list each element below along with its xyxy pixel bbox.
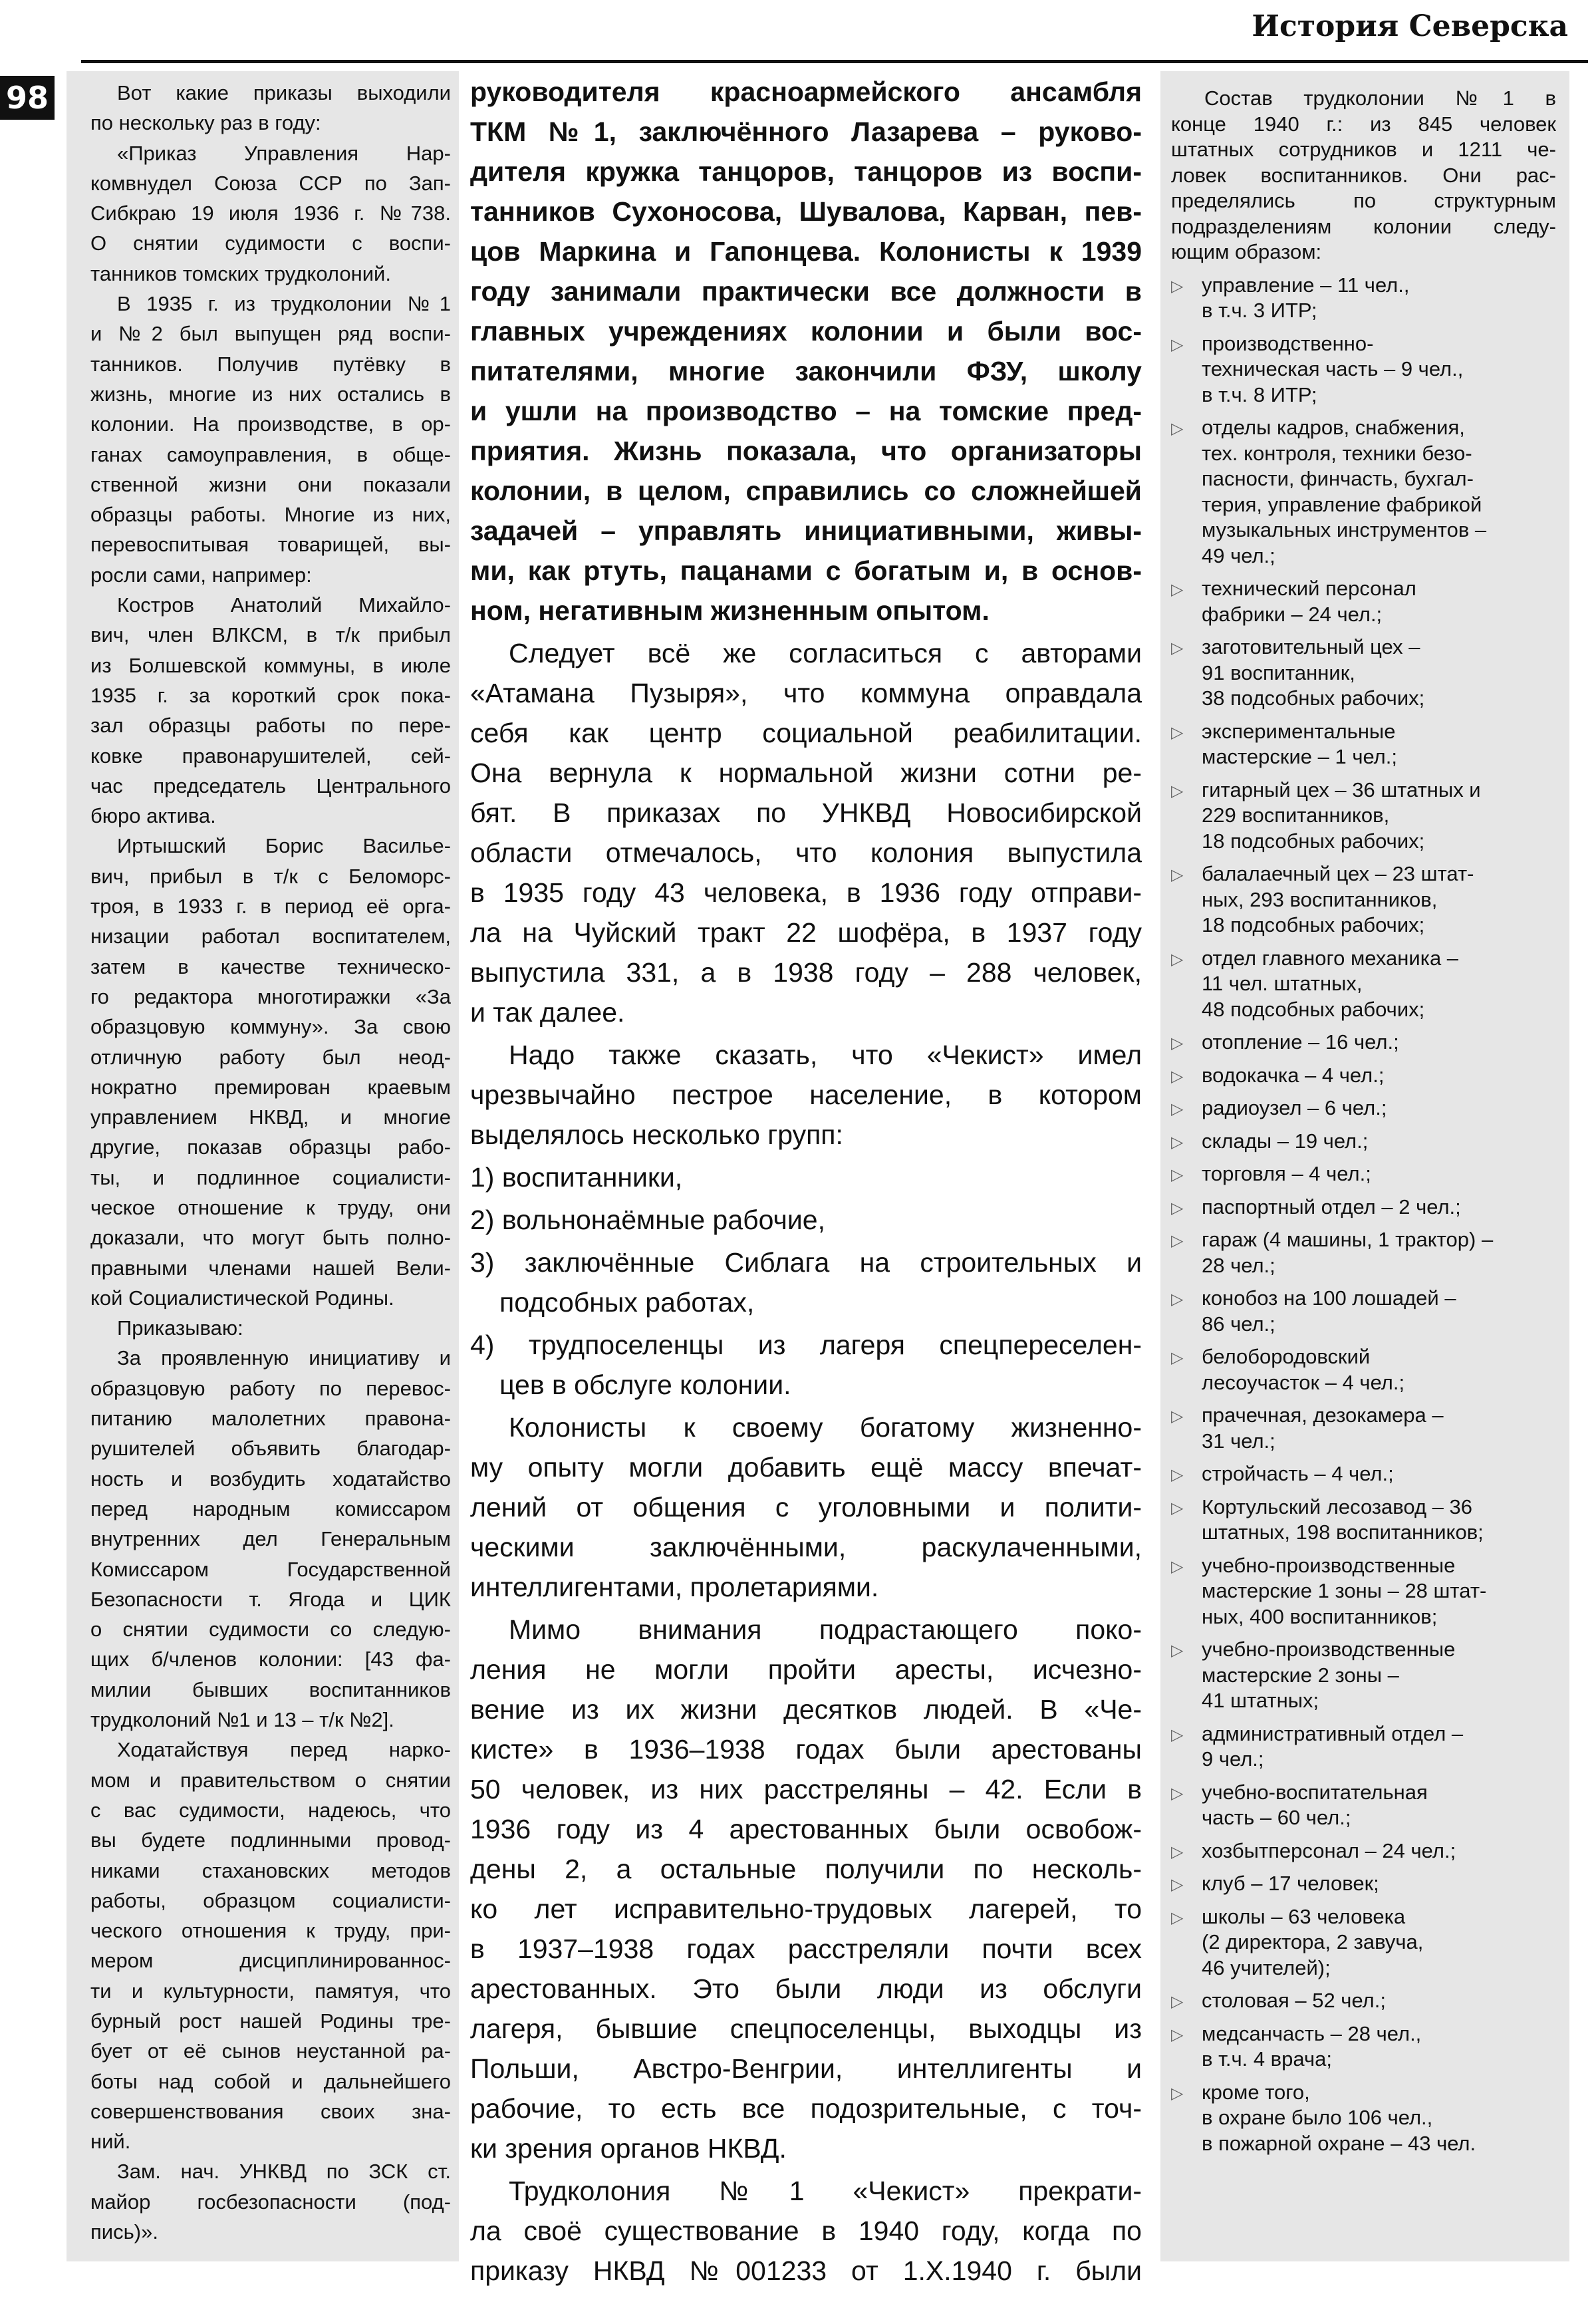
- triangle-right-icon: ▷: [1171, 1348, 1184, 1367]
- text-line: торговля – 4 чел.;: [1202, 1162, 1371, 1185]
- text-line: бует от её сынов неустанной ра-: [90, 2039, 451, 2063]
- text-line: бят. В приказах по УНКВД Новосибирской: [470, 797, 1142, 828]
- text-line: управление – 11 чел.,: [1202, 273, 1410, 297]
- paragraph: [90, 78, 451, 138]
- text-line: рабочие, то есть все подозрительные, с точ-: [470, 2093, 1142, 2124]
- text-line: мастерские – 1 чел.;: [1202, 745, 1398, 768]
- text-line: Ходатайствуя перед нарко-: [117, 1738, 451, 1762]
- text-line: мом и правительством о снятии: [90, 1768, 451, 1792]
- text-line: хозбытперсонал – 24 чел.;: [1202, 1838, 1456, 1862]
- text-line: выпустила 331, а в 1938 году – 288 человек,: [470, 957, 1142, 988]
- text-line: подразделениям колонии следу-: [1171, 214, 1556, 238]
- text-line: приятия. Жизнь показала, что организаторы: [470, 436, 1142, 466]
- list-item: [1171, 1871, 1556, 1897]
- text-line: кроме того,: [1202, 2080, 1310, 2104]
- text-line: кисте» в 1936–1938 годах были арестованы: [470, 1734, 1142, 1765]
- paragraph: [90, 1735, 451, 2156]
- text-line: Мимо внимания подрастающего поко-: [509, 1614, 1142, 1645]
- text-line: радиоузел – 6 чел.;: [1202, 1096, 1387, 1119]
- text-line: учебно-производственные: [1202, 1638, 1456, 1661]
- text-line: в т.ч. 8 ИТР;: [1202, 382, 1317, 406]
- text-line: задачей – управлять инициативными, живы-: [470, 515, 1142, 546]
- text-line: терия, управление фабрикой: [1202, 492, 1482, 516]
- text-line: производственно-: [1202, 331, 1374, 355]
- paragraph: [90, 831, 451, 1313]
- text-line: 1935 г. за короткий срок пока-: [90, 683, 451, 707]
- list-item: [1171, 1195, 1556, 1221]
- list-item: [1171, 1227, 1556, 1278]
- triangle-right-icon: ▷: [1171, 276, 1184, 295]
- text-line: Трудколония №1 «Чекист» прекрати-: [509, 2176, 1142, 2206]
- text-line: жизнь, многие из них остались в: [90, 382, 451, 406]
- text-line: балалаечный цех – 23 штат-: [1202, 862, 1474, 885]
- text-line: правными членами нашей Вели-: [90, 1256, 451, 1280]
- text-line: выделялось несколько групп:: [470, 1119, 843, 1150]
- sidebar-intro: [1171, 86, 1556, 265]
- paragraph: [90, 289, 451, 590]
- text-line: 229 воспитанников,: [1202, 803, 1390, 827]
- text-line: 38 подсобных рабочих;: [1202, 686, 1425, 710]
- triangle-right-icon: ▷: [1171, 1066, 1184, 1085]
- text-line: арестованных. Это были люди из обслуги: [470, 1973, 1142, 2004]
- text-line: рушителей объявить благодар-: [90, 1437, 451, 1461]
- text-line: руководителя красноармейского ансамбля: [470, 76, 1142, 107]
- text-line: конобоз на 100 лошадей –: [1202, 1286, 1456, 1310]
- text-line: интеллигентами, пролетариями.: [470, 1572, 879, 1602]
- list-item: [1171, 1461, 1556, 1487]
- list-item: [1171, 415, 1556, 569]
- text-line: вение из их жизни десятков людей. В «Че-: [470, 1694, 1142, 1725]
- text-line: ти и культурности, памятуя, что: [90, 1979, 451, 2003]
- triangle-right-icon: ▷: [1171, 1842, 1184, 1861]
- text-line: бурный рост нашей Родины тре-: [90, 2009, 451, 2033]
- text-line: Польши, Австро-Венгрии, интеллигенты и: [470, 2053, 1142, 2084]
- text-line: часть – 60 чел.;: [1202, 1806, 1351, 1829]
- text-line: учебно-производственные: [1202, 1553, 1456, 1577]
- text-line: Вот какие приказы выходили: [117, 81, 451, 104]
- triangle-right-icon: ▷: [1171, 1198, 1184, 1217]
- list-item: [1171, 946, 1556, 1023]
- text-line: году занимали практически все должности в: [470, 276, 1142, 307]
- text-line: 46 учителей);: [1202, 1955, 1331, 1979]
- text-line: образцы работы. Многие из них,: [90, 503, 451, 527]
- text-line: ла своё существование в 1940 году, когда по: [470, 2216, 1142, 2246]
- text-line: колонии, в целом, справились со сложнейшей: [470, 476, 1142, 506]
- text-line: и №2 был выпущен ряд воспи-: [90, 322, 451, 346]
- text-line: ловек воспитанников. Они рас-: [1171, 163, 1556, 187]
- text-line: 2) вольнонаёмные рабочие,: [470, 1205, 825, 1235]
- text-line: отделы кадров, снабжения,: [1202, 416, 1465, 439]
- list-item: [1171, 1403, 1556, 1454]
- text-line: учебно-воспитательная: [1202, 1780, 1428, 1804]
- triangle-right-icon: ▷: [1171, 1556, 1184, 1576]
- paragraph: [470, 72, 1142, 631]
- text-line: Костров Анатолий Михайло-: [117, 593, 451, 617]
- text-line: Приказываю:: [117, 1316, 243, 1340]
- text-line: нократно премирован краевым: [90, 1075, 451, 1099]
- list-item: [1171, 1344, 1556, 1395]
- text-line: пись)».: [90, 2220, 158, 2244]
- text-line: ных, 400 воспитанников;: [1202, 1604, 1438, 1628]
- list-item: [1171, 1495, 1556, 1546]
- list-item: [470, 1325, 1142, 1405]
- text-line: в 1937–1938 годах расстреляли почти всех: [470, 1934, 1142, 1964]
- paragraph: [90, 2156, 451, 2247]
- text-line: штатных сотрудников и 1211 че-: [1171, 138, 1556, 161]
- text-line: трудколоний №1 и 13 – т/к №2].: [90, 1708, 394, 1732]
- text-line: 11 чел. штатных,: [1202, 972, 1363, 995]
- list-item: [1171, 778, 1556, 855]
- text-line: штатных, 198 воспитанников;: [1202, 1520, 1484, 1544]
- text-line: паспортный отдел – 2 чел.;: [1202, 1195, 1461, 1219]
- text-line: ческими заключёнными, раскулаченными,: [470, 1532, 1142, 1562]
- paragraph: [90, 1343, 451, 1735]
- triangle-right-icon: ▷: [1171, 580, 1184, 599]
- text-line: водокачка – 4 чел.;: [1202, 1063, 1385, 1087]
- triangle-right-icon: ▷: [1171, 1099, 1184, 1118]
- text-line: с вас судимости, надеюсь, что: [90, 1798, 451, 1822]
- text-line: затем в качестве техническо-: [90, 954, 451, 978]
- list-item: [1171, 719, 1556, 770]
- triangle-right-icon: ▷: [1171, 2083, 1184, 2102]
- text-line: Кортульский лесозавод – 36: [1202, 1495, 1473, 1518]
- text-line: по нескольку раз в году:: [90, 111, 321, 135]
- list-item: [470, 1200, 1142, 1240]
- text-line: 91 воспитанник,: [1202, 660, 1355, 684]
- list-item: [1171, 1553, 1556, 1630]
- text-line: ческого отношения к труду, при-: [90, 1919, 451, 1943]
- triangle-right-icon: ▷: [1171, 1498, 1184, 1517]
- text-line: медсанчасть – 28 чел.,: [1202, 2021, 1422, 2045]
- text-line: техническая часть – 9 чел.,: [1202, 357, 1464, 380]
- list-item: [1171, 1286, 1556, 1337]
- page-number: 98: [0, 76, 55, 120]
- text-line: О снятии судимости с воспи-: [90, 231, 451, 255]
- text-line: в т.ч. 4 врача;: [1202, 2047, 1332, 2071]
- text-line: образцовую работу по перевос-: [90, 1376, 451, 1400]
- text-line: и ушли на производство – на томские пред-: [470, 396, 1142, 426]
- text-line: майор госбезопасности (под-: [90, 2190, 451, 2214]
- list-item: [1171, 2080, 1556, 2157]
- text-line: питанию малолетних правона-: [90, 1407, 451, 1431]
- text-line: главных учреждениях колонии и были вос-: [470, 316, 1142, 347]
- text-line: Безопасности т. Ягода и ЦИК: [90, 1587, 451, 1611]
- triangle-right-icon: ▷: [1171, 1908, 1184, 1927]
- text-line: Надо также сказать, что «Чекист» имел: [509, 1040, 1142, 1070]
- text-line: милии бывших воспитанников: [90, 1677, 451, 1701]
- text-line: гараж (4 машины, 1 трактор) –: [1202, 1228, 1494, 1251]
- triangle-right-icon: ▷: [1171, 949, 1184, 968]
- text-line: другие, показав образцы рабо-: [90, 1135, 451, 1159]
- text-line: Сибкраю 19 июля 1936 г. №738.: [90, 202, 451, 225]
- text-line: троя, в 1933 г. в период её орга-: [90, 895, 451, 919]
- text-line: в 1935 году 43 человека, в 1936 году отправи-: [470, 877, 1142, 908]
- text-line: мастерские 2 зоны –: [1202, 1663, 1399, 1687]
- triangle-right-icon: ▷: [1171, 1783, 1184, 1802]
- text-line: белобородовский: [1202, 1345, 1371, 1368]
- text-line: о снятии судимости со следую-: [90, 1618, 451, 1642]
- list-item: [1171, 1988, 1556, 2014]
- text-line: ко лет исправительно-трудовых лагерей, то: [470, 1894, 1142, 1924]
- text-line: себя как центр социальной реабилитации.: [470, 718, 1142, 748]
- text-line: комвнудел Союза ССР по Зап-: [90, 171, 451, 195]
- list-item: [470, 1242, 1142, 1322]
- list-item: [1171, 2021, 1556, 2073]
- text-line: Зам. нач. УНКВД по ЗСК ст.: [117, 2160, 451, 2184]
- text-line: отличную работу был неод-: [90, 1045, 451, 1069]
- text-line: области отмечалось, что колония выпустила: [470, 837, 1142, 868]
- triangle-right-icon: ▷: [1171, 1165, 1184, 1184]
- list-item: [1171, 1780, 1556, 1831]
- list-item: [1171, 1161, 1556, 1187]
- text-line: низации работал воспитателем,: [90, 925, 451, 948]
- right-column-sidebar-list: [1160, 71, 1569, 2261]
- text-line: заготовительный цех –: [1202, 635, 1420, 658]
- paragraph: [470, 2171, 1142, 2291]
- text-line: питателями, многие закончили ФЗУ, школу: [470, 356, 1142, 386]
- text-line: приказу НКВД №001233 от 1.X.1940 г. были: [470, 2255, 1142, 2286]
- text-line: дены 2, а остальные получили по несколь-: [470, 1854, 1142, 1884]
- triangle-right-icon: ▷: [1171, 1465, 1184, 1484]
- text-line: ки зрения органов НКВД.: [470, 2133, 787, 2164]
- text-line: экспериментальные: [1202, 719, 1396, 743]
- text-line: ганах самоуправления, в обще-: [90, 442, 451, 466]
- list-item: [1171, 1129, 1556, 1155]
- triangle-right-icon: ▷: [1171, 1034, 1184, 1052]
- text-line: пределялись по структурным: [1171, 189, 1556, 212]
- text-line: мастерские 1 зоны – 28 штат-: [1202, 1579, 1487, 1602]
- paragraph: [90, 138, 451, 289]
- left-column-sidebar-quote: [66, 71, 459, 2261]
- text-line: 4) трудпоселенцы из лагеря спецпереселен-: [470, 1330, 1142, 1360]
- text-line: музыкальных инструментов –: [1202, 518, 1487, 541]
- text-line: За проявленную инициативу и: [117, 1346, 451, 1370]
- paragraph: [470, 1610, 1142, 2168]
- text-line: стройчасть – 4 чел.;: [1202, 1462, 1394, 1485]
- text-line: мером дисциплинированнос-: [90, 1949, 451, 1973]
- list-item: [1171, 273, 1556, 324]
- text-line: танников Сухоносова, Шувалова, Карван, пев-: [470, 196, 1142, 227]
- text-line: отдел главного механика –: [1202, 946, 1459, 970]
- text-line: школы – 63 человека: [1202, 1904, 1406, 1928]
- triangle-right-icon: ▷: [1171, 1290, 1184, 1308]
- text-line: совершенствования своих зна-: [90, 2099, 451, 2123]
- list-item: [1171, 1030, 1556, 1056]
- text-line: работы, образцом социалисти-: [90, 1888, 451, 1912]
- list-item: [1171, 861, 1556, 938]
- text-line: дителя кружка танцоров, танцоров из воспи-: [470, 156, 1142, 187]
- text-line: ты, и подлинное социалисти-: [90, 1165, 451, 1189]
- text-line: бюро актива.: [90, 804, 216, 828]
- text-line: подсобных работах,: [499, 1287, 755, 1318]
- text-line: боты над собой и дальнейшего: [90, 2069, 451, 2093]
- text-line: ственной жизни они показали: [90, 472, 451, 496]
- text-line: прачечная, дезокамера –: [1202, 1403, 1444, 1427]
- text-line: отопление – 16 чел.;: [1202, 1030, 1399, 1054]
- text-line: чрезвычайно пестрое население, в котором: [470, 1079, 1142, 1110]
- list-item: [1171, 1095, 1556, 1121]
- list-item: [1171, 331, 1556, 408]
- text-line: вы будете подлинными провод-: [90, 1828, 451, 1852]
- text-line: в пожарной охране – 43 чел.: [1202, 2131, 1476, 2155]
- text-line: колонии. На производстве, в ор-: [90, 412, 451, 436]
- text-line: перед народным комиссаром: [90, 1497, 451, 1520]
- text-line: цов Маркина и Гапонцева. Колонисты к 1939: [470, 236, 1142, 267]
- text-line: кой Социалистической Родины.: [90, 1286, 394, 1310]
- triangle-right-icon: ▷: [1171, 639, 1184, 657]
- main-article-column: [470, 72, 1142, 2293]
- list-item: [1171, 1904, 1556, 1981]
- text-line: и так далее.: [470, 997, 625, 1028]
- text-line: клуб – 17 человек;: [1202, 1872, 1379, 1895]
- text-line: лесоучасток – 4 чел.;: [1202, 1370, 1405, 1394]
- text-line: 49 чел.;: [1202, 543, 1275, 567]
- text-line: ления не могли пройти аресты, исчезно-: [470, 1654, 1142, 1685]
- text-line: ность и возбудить ходатайство: [90, 1467, 451, 1491]
- paragraph: [470, 1407, 1142, 1607]
- text-line: 41 штатных;: [1202, 1689, 1319, 1712]
- text-line: 1) воспитанники,: [470, 1162, 683, 1193]
- text-line: лений от общения с уголовными и полити-: [470, 1492, 1142, 1522]
- text-line: фабрики – 24 чел.;: [1202, 602, 1383, 626]
- text-line: никами стахановских методов: [90, 1858, 451, 1882]
- text-line: ном, негативным жизненным опытом.: [470, 595, 990, 626]
- header-rule: [81, 60, 1588, 63]
- text-line: ющим образом:: [1171, 240, 1322, 263]
- triangle-right-icon: ▷: [1171, 1992, 1184, 2011]
- list-item: [1171, 1838, 1556, 1864]
- text-line: технический персонал: [1202, 577, 1416, 600]
- paragraph: [470, 633, 1142, 1032]
- text-line: склады – 19 чел.;: [1202, 1129, 1369, 1153]
- text-line: административный отдел –: [1202, 1721, 1464, 1745]
- triangle-right-icon: ▷: [1171, 1132, 1184, 1151]
- list-item: [1171, 1063, 1556, 1089]
- text-line: гитарный цех – 36 штатных и: [1202, 778, 1481, 801]
- text-line: росли сами, например:: [90, 563, 312, 587]
- triangle-right-icon: ▷: [1171, 335, 1184, 354]
- triangle-right-icon: ▷: [1171, 722, 1184, 742]
- text-line: ческое отношение к труду, они: [90, 1195, 451, 1219]
- text-line: управлением НКВД, и многие: [90, 1105, 451, 1129]
- list-item: [1171, 1721, 1556, 1773]
- paragraph: [90, 1313, 451, 1343]
- text-line: тех. контроля, техники безо-: [1202, 441, 1472, 465]
- text-line: (2 директора, 2 завуча,: [1202, 1930, 1424, 1953]
- triangle-right-icon: ▷: [1171, 1641, 1184, 1659]
- text-line: в охране было 106 чел.,: [1202, 2106, 1433, 2129]
- text-line: танников. Получив путёвку в: [90, 352, 451, 376]
- text-line: «Атамана Пузыря», что коммуна оправдала: [470, 678, 1142, 708]
- paragraph: [90, 590, 451, 831]
- text-line: перевоспитывая товарищей, вы-: [90, 533, 451, 557]
- text-line: 28 чел.;: [1202, 1253, 1275, 1277]
- triangle-right-icon: ▷: [1171, 865, 1184, 884]
- running-header-title: История Северска: [1252, 9, 1568, 43]
- triangle-right-icon: ▷: [1171, 1725, 1184, 1744]
- triangle-right-icon: ▷: [1171, 419, 1184, 438]
- triangle-right-icon: ▷: [1171, 1875, 1184, 1894]
- text-line: зал образцы работы по пере-: [90, 714, 451, 738]
- list-item: [1171, 576, 1556, 627]
- list-item: [1171, 635, 1556, 712]
- text-line: внутренних дел Генеральным: [90, 1527, 451, 1551]
- text-line: 50 человек, из них расстреляны – 42. Если в: [470, 1774, 1142, 1804]
- text-line: «Приказ Управления Нар-: [117, 141, 451, 165]
- text-line: 48 подсобных рабочих;: [1202, 997, 1425, 1021]
- text-line: час председатель Центрального: [90, 774, 451, 797]
- text-line: конце 1940 г.: из 845 человек: [1171, 112, 1556, 136]
- text-line: му опыту могли добавить ещё массу впечат-: [470, 1452, 1142, 1483]
- text-line: ми, как ртуть, пацанами с богатым и, в основ-: [470, 555, 1142, 586]
- list-item: [470, 1157, 1142, 1197]
- text-line: 3) заключённые Сиблага на строительных и: [470, 1247, 1142, 1278]
- text-line: Следует всё же согласиться с авторами: [509, 638, 1142, 668]
- text-line: столовая – 52 чел.;: [1202, 1989, 1386, 2012]
- text-line: Она вернула к нормальной жизни сотни ре-: [470, 758, 1142, 788]
- text-line: 1936 году из 4 арестованных были освобож-: [470, 1814, 1142, 1844]
- text-line: ковке правонарушителей, сей-: [90, 744, 451, 768]
- text-line: Иртышский Борис Василье-: [117, 834, 451, 858]
- text-line: щих б/членов колонии: [43 фа-: [90, 1648, 451, 1671]
- text-line: Комиссаром Государственной: [90, 1557, 451, 1581]
- paragraph: [470, 1035, 1142, 1155]
- text-line: В 1935 г. из трудколонии №1: [117, 292, 451, 316]
- triangle-right-icon: ▷: [1171, 1231, 1184, 1250]
- triangle-right-icon: ▷: [1171, 1407, 1184, 1425]
- text-line: из Болшевской коммуны, в июле: [90, 653, 451, 677]
- text-line: 9 чел.;: [1202, 1747, 1264, 1771]
- text-line: 86 чел.;: [1202, 1312, 1275, 1336]
- text-line: 18 подсобных рабочих;: [1202, 829, 1425, 853]
- text-line: вич, прибыл в т/к с Беломорс-: [90, 864, 451, 888]
- text-line: Колонисты к своему богатому жизненно-: [509, 1412, 1142, 1443]
- text-line: ла на Чуйский тракт 22 шофёра, в 1937 году: [470, 917, 1142, 948]
- triangle-right-icon: ▷: [1171, 781, 1184, 800]
- text-line: пасности, финчасть, бухгал-: [1202, 467, 1474, 490]
- text-line: образцовую коммуну». За свою: [90, 1015, 451, 1039]
- text-line: ний.: [90, 2130, 131, 2154]
- text-line: го редактора многотиражки «За: [90, 984, 451, 1008]
- text-line: ТКМ №1, заключённого Лазарева – руково-: [470, 116, 1142, 147]
- text-line: 18 подсобных рабочих;: [1202, 913, 1425, 936]
- text-line: вич, член ВЛКСМ, в т/к прибыл: [90, 623, 451, 647]
- text-line: доказали, что могут быть полно-: [90, 1226, 451, 1250]
- list-item: [1171, 1637, 1556, 1714]
- text-line: лагеря, бывшие спецпоселенцы, выходцы из: [470, 2013, 1142, 2044]
- text-line: танников томских трудколоний.: [90, 261, 391, 285]
- triangle-right-icon: ▷: [1171, 2025, 1184, 2044]
- text-line: Состав трудколонии №1 в: [1204, 86, 1556, 110]
- text-line: ных, 293 воспитанников,: [1202, 887, 1438, 911]
- text-line: цев в обслуге колонии.: [499, 1369, 791, 1400]
- text-line: 31 чел.;: [1202, 1429, 1275, 1453]
- text-line: в т.ч. 3 ИТР;: [1202, 299, 1317, 322]
